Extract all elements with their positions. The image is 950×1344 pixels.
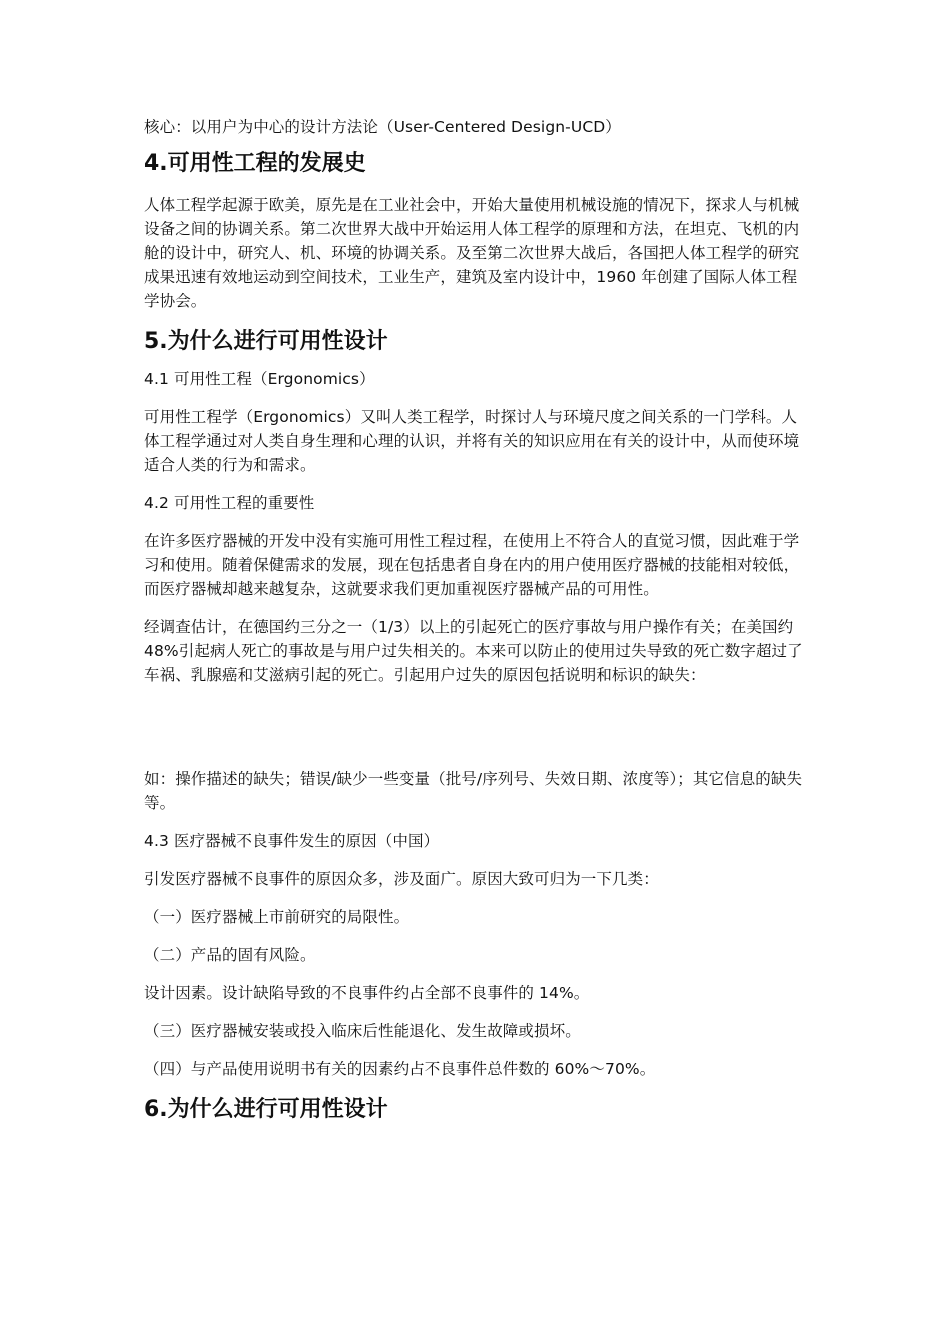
subsection-4-2-title: 4.2 可用性工程的重要性 — [144, 494, 315, 512]
cause-item-4: （四）与产品使用说明书有关的因素约占不良事件总件数的 60%～70%。 — [144, 1060, 656, 1078]
subsection-4-2-paragraph-2: 经调查估计，在德国约三分之一（1/3）以上的引起死亡的医疗事故与用户操作有关；在美国约 48%引起病人死亡的事故是与用户过失相关的。本来可以防止的使用过失导致的死亡数字超过了车祸、乳腺癌和艾滋病引起的死亡。引起用户过失的原因包括说明和标识的缺失： — [144, 618, 803, 684]
subsection-4-2-paragraph-1: 在许多医疗器械的开发中没有实施可用性工程过程，在使用上不符合人的直觉习惯，因此难于学习和使用。随着保健需求的发展，现在包括患者自身在内的用户使用医疗器械的技能相对较低，而医疗器械却越来越复杂，这就要求我们更加重视医疗器械产品的可用性。 — [144, 532, 800, 598]
section-5-heading: 5.为什么进行可用性设计 — [144, 329, 388, 354]
subsection-4-1-paragraph: 可用性工程学（Ergonomics）又叫人类工程学，时探讨人与环境尺度之间关系的一门学科。人体工程学通过对人类自身生理和心理的认识，并将有关的知识应用在有关的设计中，从而使环境适合人类的行为和需求。 — [144, 408, 800, 474]
cause-item-2: （二）产品的固有风险。 — [144, 946, 316, 964]
section-4-paragraph: 人体工程学起源于欧美，原先是在工业社会中，开始大量使用机械设施的情况下，探求人与机械设备之间的协调关系。第二次世界大战中开始运用人体工程学的原理和方法，在坦克、飞机的内舱的设计中，研究人、机、环境的协调关系。及至第二次世界大战后，各国把人体工程学的研究成果迅速有效地运动到空间技术，工业生产，建筑及室内设计中，1960 年创建了国际人体工程学协会。 — [144, 196, 800, 310]
section-6-heading: 6.为什么进行可用性设计 — [144, 1097, 388, 1122]
cause-item-3: （三）医疗器械安装或投入临床后性能退化、发生故障或损坏。 — [144, 1022, 581, 1040]
subsection-4-1-title: 4.1 可用性工程（Ergonomics） — [144, 370, 375, 388]
subsection-4-2-paragraph-3: 如：操作描述的缺失；错误/缺少一些变量（批号/序列号、失效日期、浓度等）；其它信息的缺失等。 — [144, 770, 803, 812]
subsection-4-3-title: 4.3 医疗器械不良事件发生的原因（中国） — [144, 832, 440, 850]
subsection-4-3-intro: 引发医疗器械不良事件的原因众多，涉及面广。原因大致可归为一下几类： — [144, 870, 659, 888]
document-body — [144, 115, 809, 1125]
section-4-heading: 4.可用性工程的发展史 — [144, 151, 366, 176]
cause-item-1: （一）医疗器械上市前研究的局限性。 — [144, 908, 410, 926]
cause-item-2-note: 设计因素。设计缺陷导致的不良事件约占全部不良事件的 14%。 — [144, 984, 590, 1002]
core-line: 核心：以用户为中心的设计方法论（User-Centered Design-UCD） — [144, 118, 621, 136]
